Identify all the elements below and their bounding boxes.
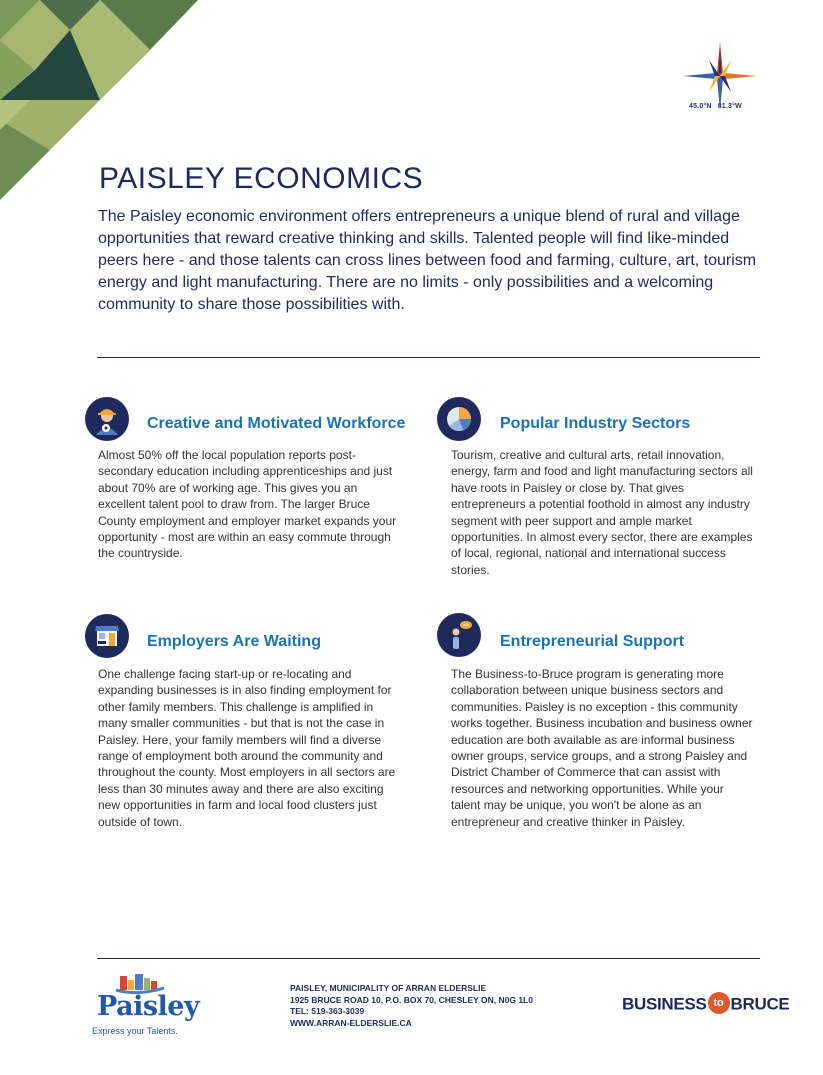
address-website: WWW.ARRAN-ELDERSLIE.CA — [290, 1017, 412, 1028]
section-body-support: The Business-to-Bruce program is generating more collaboration between unique business sectors and communities. Paisley is no exception - this community works together. Business incubation and business owner education are both available as are informal business owner groups, service groups, and a strong Paisley and District Chamber of Commerce that can assist with resources and networking opportunities. While your talent may be unique, you won't be alone as an entrepreneur and creative thinker in Paisley. — [451, 667, 753, 829]
worker-icon — [85, 397, 129, 441]
bottom-divider — [97, 958, 760, 959]
address-line-2: 1925 BRUCE ROAD 10, P.O. BOX 70, CHESLEY ON, N0G 1L0 — [290, 994, 533, 1005]
business-to-bruce-logo — [622, 994, 789, 1018]
pie-chart-icon — [437, 397, 481, 441]
address-line-1: PAISLEY, MUNICIPALITY OF ARRAN ELDERSLIE — [290, 983, 487, 993]
section-title-workforce: Creative and Motivated Workforce — [147, 415, 406, 432]
footer-address — [290, 983, 533, 1029]
section-body-employers: One challenge facing start-up or re-locating and expanding businesses is in also finding employment for other family members. This challenge is amplified in many smaller communities - but that is not the case in Paisley. Here, your family members will find a diverse range of employment both around the community and throughout the county. Most employers in all sectors are less than 30 minutes away and there are also exciting new opportunities in farm and local food clusters just outside of town. — [98, 667, 396, 829]
address-phone: TEL: 519-363-3039 — [290, 1006, 365, 1016]
intro-paragraph: The Paisley economic environment offers entrepreneurs a unique blend of rural and village opportunities that reward creative thinking and skills. Talented people will find like-minded peers here - and those talents can cross lines between food and farming, culture, art, tourism energy and light manufacturing. There are no limits - only possibilities and a welcoming community to share those possibilities with. — [98, 208, 757, 313]
section-title-employers: Employers Are Waiting — [147, 633, 321, 650]
b2b-to-badge: to — [708, 992, 730, 1014]
paisley-logo-wordmark: Paisley — [97, 991, 200, 1022]
latitude-label: 45.0°N — [689, 103, 712, 110]
page-title: PAISLEY ECONOMICS — [99, 162, 424, 195]
compass-rose-icon — [681, 40, 759, 112]
b2b-business-text: BUSINESS — [622, 994, 707, 1014]
person-idea-icon — [437, 613, 481, 657]
section-title-support: Entrepreneurial Support — [500, 633, 685, 650]
storefront-icon — [85, 614, 129, 658]
compass-coordinates — [689, 103, 769, 110]
top-divider — [97, 357, 760, 358]
longitude-label: 81.3°W — [717, 103, 742, 110]
b2b-bruce-text: BRUCE — [730, 994, 790, 1014]
section-body-industry: Tourism, creative and cultural arts, retail innovation, energy, farm and food and light manufacturing sectors all have roots in Paisley or close by. That gives entrepreneurs a potential foothold in almost any industry segment with peer support and ample market opportunities. In almost every sector, there are examples of local, regional, national and international success stories. — [451, 448, 753, 577]
paisley-logo-tagline: Express your Talents. — [92, 1026, 178, 1036]
section-title-industry: Popular Industry Sectors — [500, 415, 691, 432]
section-body-workforce: Almost 50% off the local population reports post-secondary education including apprenticeships and just about 70% are of working age. This gives you an excellent talent pool to draw from. The larger Bruce County employment and employer market expands your opportunity - most are within an easy commute through the countryside. — [98, 448, 397, 561]
